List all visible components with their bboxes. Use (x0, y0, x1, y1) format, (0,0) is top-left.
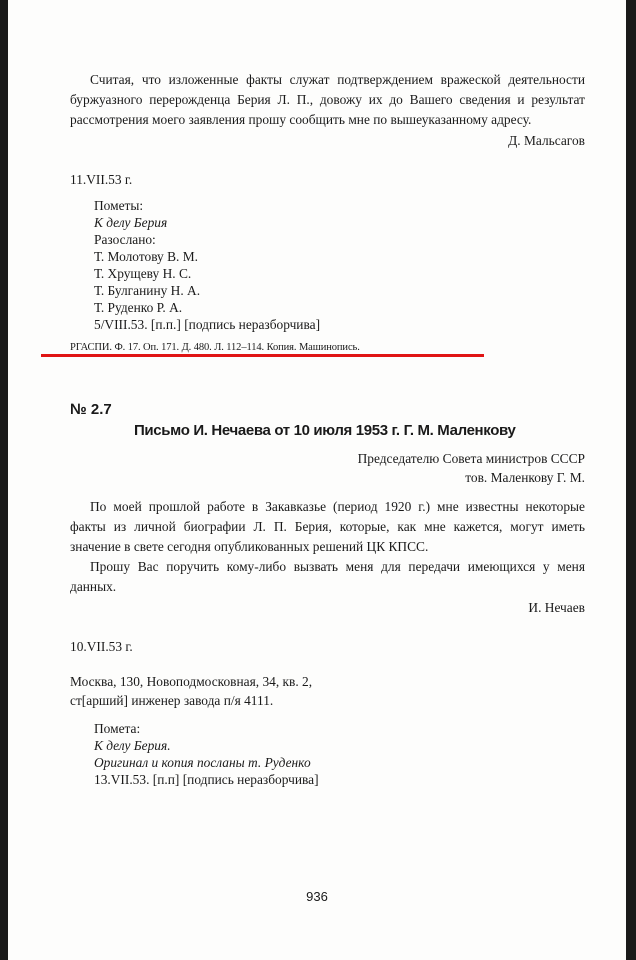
sender-address-line-1: Москва, 130, Новоподмосковная, 34, кв. 2, (70, 674, 313, 689)
doc1-date: 11.VII.53 г. (70, 172, 133, 187)
doc1-notes-italic: К делу Берия (94, 215, 168, 230)
archive-reference: РГАСПИ. Ф. 17. Оп. 171. Д. 480. Л. 112–114. Копия. Машинопись. (70, 342, 360, 353)
doc1-notes-heading: Пометы: (94, 198, 144, 213)
sender-address-line-2: ст[арший] инженер завода п/я 4111. (70, 693, 274, 708)
document-number: № 2.7 (70, 401, 112, 418)
doc1-paragraph-line-2: буржуазного перерожденца Берия Л. П., довожу их до Вашего сведения и результат (70, 92, 585, 107)
doc1-sent-heading: Разослано: (94, 232, 156, 247)
doc2-paragraph2-line-2: данных. (70, 579, 117, 594)
doc2-paragraph1-line-3: значение в свете сегодня опубликованных решений ЦК КПСС. (70, 539, 429, 554)
doc2-paragraph1-line-1: По моей прошлой работе в Закавказье (период 1920 г.) мне известны некоторые (90, 499, 585, 514)
page-number: 936 (306, 889, 328, 904)
doc1-paragraph-line-3: рассмотрения моего заявления прошу сообщить мне по вышеуказанному адресу. (70, 112, 532, 127)
doc1-recipient: Т. Руденко Р. А. (94, 300, 183, 315)
doc2-note-italic-line-2: Оригинал и копия посланы т. Руденко (94, 755, 311, 770)
doc1-recipient: Т. Молотову В. М. (94, 249, 198, 264)
doc1-recipient: Т. Хрущеву Н. С. (94, 266, 192, 281)
doc2-signature: И. Нечаев (528, 600, 585, 615)
doc2-note-italic-line-1: К делу Берия. (94, 738, 171, 753)
doc2-note-heading: Помета: (94, 721, 141, 736)
doc1-recipient: Т. Булганину Н. А. (94, 283, 201, 298)
doc2-paragraph1-line-2: факты из личной биографии Л. П. Берия, которые, как мне кажется, могут иметь (70, 519, 585, 534)
doc2-date: 10.VII.53 г. (70, 639, 133, 654)
document-page (8, 0, 626, 960)
red-underline (41, 354, 484, 357)
doc1-stamp-line: 5/VIII.53. [п.п.] [подпись неразборчива] (94, 317, 321, 332)
doc2-paragraph2-line-1: Прошу Вас поручить кому-либо вызвать меня для передачи имеющихся у меня (90, 559, 585, 574)
addressee-line-2: тов. Маленкову Г. М. (465, 470, 585, 485)
document-title: Письмо И. Нечаева от 10 июля 1953 г. Г. М. Маленкову (134, 422, 516, 439)
addressee-line-1: Председателю Совета министров СССР (357, 451, 585, 466)
doc2-stamp-line: 13.VII.53. [п.п] [подпись неразборчива] (94, 772, 319, 787)
doc1-paragraph-line-1: Считая, что изложенные факты служат подтверждением вражеской деятельности (90, 72, 585, 87)
doc1-signature: Д. Мальсагов (508, 133, 585, 148)
